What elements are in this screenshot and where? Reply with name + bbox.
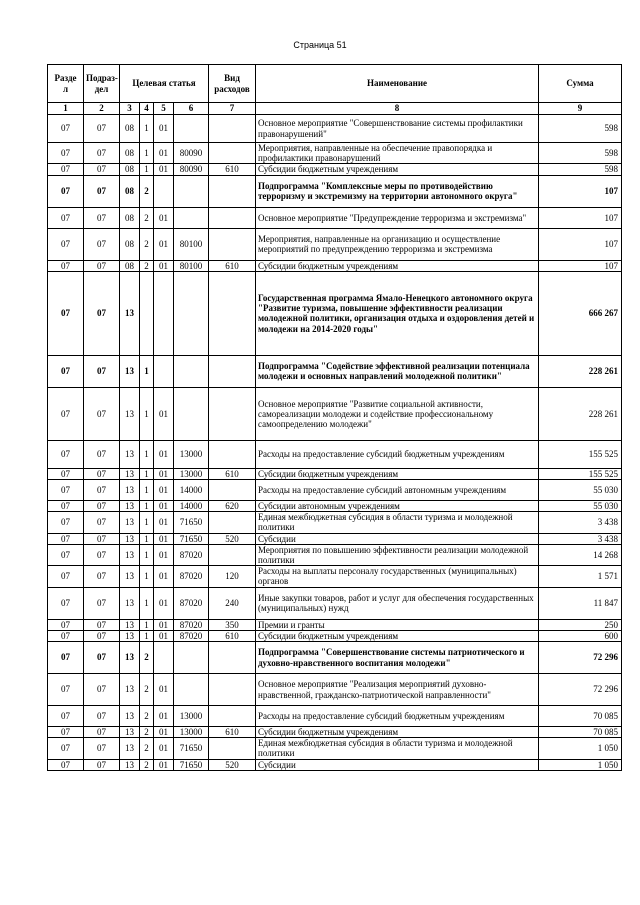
- target-subprogram-cell: 2: [140, 207, 154, 228]
- expense-type-cell: [209, 738, 256, 759]
- subsection-cell: 07: [84, 387, 120, 440]
- table-row: [48, 706, 622, 727]
- target-direction-cell: 14000: [174, 480, 209, 501]
- sum-cell: 228 261: [539, 387, 622, 440]
- target-event-cell: 01: [154, 512, 174, 533]
- name-cell: Субсидии бюджетным учреждениям: [256, 164, 539, 175]
- expense-type-cell: [209, 207, 256, 228]
- expense-type-cell: 610: [209, 630, 256, 641]
- sum-cell: 155 525: [539, 468, 622, 479]
- table-row: [48, 619, 622, 630]
- target-program-cell: 13: [120, 587, 140, 619]
- target-event-cell: 01: [154, 566, 174, 587]
- name-cell: Субсидии: [256, 533, 539, 544]
- name-cell: Единая межбюджетная субсидия в области туризма и молодежной политики: [256, 512, 539, 533]
- subsection-cell: 07: [84, 738, 120, 759]
- subsection-cell: 07: [84, 642, 120, 674]
- subsection-cell: 07: [84, 480, 120, 501]
- target-direction-cell: [174, 207, 209, 228]
- target-direction-cell: 87020: [174, 587, 209, 619]
- table-row: [48, 566, 622, 587]
- sum-cell: 107: [539, 260, 622, 271]
- column-number: 8: [256, 103, 539, 115]
- sum-cell: 598: [539, 115, 622, 143]
- target-event-cell: [154, 642, 174, 674]
- sum-cell: 250: [539, 619, 622, 630]
- name-cell: Мероприятия, направленные на организацию и осуществление мероприятий по предупреждению терроризма и экстремизма: [256, 228, 539, 260]
- subsection-cell: 07: [84, 115, 120, 143]
- target-event-cell: 01: [154, 619, 174, 630]
- target-direction-cell: 71650: [174, 759, 209, 770]
- target-event-cell: 01: [154, 630, 174, 641]
- name-cell: Расходы на выплаты персоналу государственных (муниципальных) органов: [256, 566, 539, 587]
- subsection-cell: 07: [84, 440, 120, 468]
- name-cell: Субсидии: [256, 759, 539, 770]
- expense-type-cell: [209, 642, 256, 674]
- column-number: 7: [209, 103, 256, 115]
- section-cell: 07: [48, 164, 84, 175]
- table-row: [48, 544, 622, 565]
- expense-type-cell: 350: [209, 619, 256, 630]
- subsection-cell: 07: [84, 228, 120, 260]
- subsection-cell: 07: [84, 207, 120, 228]
- table-row: [48, 143, 622, 164]
- target-subprogram-cell: 2: [140, 727, 154, 738]
- table-row: [48, 440, 622, 468]
- expense-type-cell: [209, 544, 256, 565]
- sum-cell: 598: [539, 143, 622, 164]
- target-subprogram-cell: 1: [140, 355, 154, 387]
- section-cell: 07: [48, 440, 84, 468]
- target-direction-cell: 87020: [174, 630, 209, 641]
- target-direction-cell: [174, 271, 209, 355]
- sum-cell: 666 267: [539, 271, 622, 355]
- target-subprogram-cell: 1: [140, 587, 154, 619]
- target-direction-cell: [174, 115, 209, 143]
- table-row: [48, 642, 622, 674]
- page-number-label: Страница 51: [293, 40, 347, 50]
- column-number: 3: [120, 103, 140, 115]
- target-event-cell: 01: [154, 759, 174, 770]
- subsection-cell: 07: [84, 355, 120, 387]
- target-event-cell: [154, 175, 174, 207]
- subsection-cell: 07: [84, 619, 120, 630]
- expense-type-cell: [209, 674, 256, 706]
- expense-type-cell: 520: [209, 533, 256, 544]
- section-cell: 07: [48, 175, 84, 207]
- subsection-cell: 07: [84, 260, 120, 271]
- target-event-cell: 01: [154, 468, 174, 479]
- sum-cell: 55 030: [539, 480, 622, 501]
- expense-type-cell: [209, 228, 256, 260]
- header-name: Наименование: [256, 65, 539, 103]
- expense-type-cell: [209, 440, 256, 468]
- table-row: [48, 228, 622, 260]
- subsection-cell: 07: [84, 175, 120, 207]
- subsection-cell: 07: [84, 512, 120, 533]
- header-target-article: Целевая статья: [120, 65, 209, 103]
- expense-type-cell: 610: [209, 260, 256, 271]
- sum-cell: 228 261: [539, 355, 622, 387]
- section-cell: 07: [48, 674, 84, 706]
- target-event-cell: 01: [154, 387, 174, 440]
- column-number: 4: [140, 103, 154, 115]
- expense-type-cell: 610: [209, 164, 256, 175]
- expense-type-cell: [209, 355, 256, 387]
- expense-type-cell: [209, 480, 256, 501]
- target-direction-cell: [174, 674, 209, 706]
- section-cell: 07: [48, 468, 84, 479]
- section-cell: 07: [48, 544, 84, 565]
- target-subprogram-cell: 1: [140, 143, 154, 164]
- name-cell: Подпрограмма "Совершенствование системы патриотического и духовно-нравственного воспитания молодежи": [256, 642, 539, 674]
- subsection-cell: 07: [84, 143, 120, 164]
- target-program-cell: 13: [120, 440, 140, 468]
- target-event-cell: 01: [154, 727, 174, 738]
- target-direction-cell: 13000: [174, 727, 209, 738]
- table-row: [48, 533, 622, 544]
- sum-cell: 11 847: [539, 587, 622, 619]
- header-expense-type: Вид расходов: [209, 65, 256, 103]
- target-direction-cell: 13000: [174, 440, 209, 468]
- target-direction-cell: 87020: [174, 619, 209, 630]
- name-cell: Основное мероприятие "Развитие социальной активности, самореализации молодежи и содействие профессиональному самоопределению молодежи": [256, 387, 539, 440]
- target-subprogram-cell: 1: [140, 115, 154, 143]
- target-subprogram-cell: 2: [140, 706, 154, 727]
- expense-type-cell: [209, 706, 256, 727]
- target-event-cell: 01: [154, 544, 174, 565]
- target-program-cell: 08: [120, 115, 140, 143]
- table-row: [48, 387, 622, 440]
- target-subprogram-cell: 2: [140, 674, 154, 706]
- target-event-cell: 01: [154, 143, 174, 164]
- name-cell: Субсидии автономным учреждениям: [256, 501, 539, 512]
- target-program-cell: 08: [120, 260, 140, 271]
- sum-cell: 107: [539, 175, 622, 207]
- sum-cell: 600: [539, 630, 622, 641]
- name-cell: Субсидии бюджетным учреждениям: [256, 468, 539, 479]
- subsection-cell: 07: [84, 271, 120, 355]
- target-direction-cell: [174, 175, 209, 207]
- header-section: Разде л: [48, 65, 84, 103]
- column-number: 1: [48, 103, 84, 115]
- target-program-cell: 13: [120, 642, 140, 674]
- target-program-cell: 13: [120, 355, 140, 387]
- target-direction-cell: 71650: [174, 533, 209, 544]
- target-program-cell: 08: [120, 207, 140, 228]
- target-subprogram-cell: 1: [140, 533, 154, 544]
- target-event-cell: 01: [154, 738, 174, 759]
- name-cell: Единая межбюджетная субсидия в области туризма и молодежной политики: [256, 738, 539, 759]
- name-cell: Расходы на предоставление субсидий автономным учреждениям: [256, 480, 539, 501]
- section-cell: 07: [48, 355, 84, 387]
- target-subprogram-cell: 1: [140, 619, 154, 630]
- target-subprogram-cell: 1: [140, 164, 154, 175]
- expense-type-cell: [209, 143, 256, 164]
- subsection-cell: 07: [84, 587, 120, 619]
- target-direction-cell: 80100: [174, 228, 209, 260]
- target-subprogram-cell: 1: [140, 440, 154, 468]
- target-program-cell: 13: [120, 759, 140, 770]
- name-cell: Мероприятия, направленные на обеспечение правопорядка и профилактики правонарушений: [256, 143, 539, 164]
- target-direction-cell: 13000: [174, 468, 209, 479]
- expense-type-cell: 610: [209, 468, 256, 479]
- target-event-cell: 01: [154, 533, 174, 544]
- section-cell: 07: [48, 642, 84, 674]
- target-event-cell: 01: [154, 501, 174, 512]
- target-subprogram-cell: 1: [140, 566, 154, 587]
- header-row: [48, 65, 622, 103]
- expense-type-cell: [209, 271, 256, 355]
- target-direction-cell: 71650: [174, 512, 209, 533]
- target-event-cell: 01: [154, 164, 174, 175]
- section-cell: 07: [48, 727, 84, 738]
- target-event-cell: [154, 271, 174, 355]
- subsection-cell: 07: [84, 468, 120, 479]
- sum-cell: 107: [539, 228, 622, 260]
- section-cell: 07: [48, 501, 84, 512]
- subsection-cell: 07: [84, 759, 120, 770]
- table-row: [48, 271, 622, 355]
- section-cell: 07: [48, 207, 84, 228]
- target-event-cell: 01: [154, 587, 174, 619]
- target-event-cell: 01: [154, 260, 174, 271]
- sum-cell: 1 050: [539, 759, 622, 770]
- target-direction-cell: 80090: [174, 143, 209, 164]
- expense-type-cell: [209, 175, 256, 207]
- section-cell: 07: [48, 143, 84, 164]
- subsection-cell: 07: [84, 630, 120, 641]
- expense-type-cell: [209, 512, 256, 533]
- target-subprogram-cell: [140, 271, 154, 355]
- subsection-cell: 07: [84, 566, 120, 587]
- target-direction-cell: 14000: [174, 501, 209, 512]
- expense-type-cell: 610: [209, 727, 256, 738]
- target-subprogram-cell: 2: [140, 260, 154, 271]
- section-cell: 07: [48, 228, 84, 260]
- target-subprogram-cell: 2: [140, 228, 154, 260]
- target-direction-cell: 80100: [174, 260, 209, 271]
- target-event-cell: 01: [154, 674, 174, 706]
- target-program-cell: 13: [120, 271, 140, 355]
- target-program-cell: 13: [120, 387, 140, 440]
- name-cell: Основное мероприятие "Совершенствование системы профилактики правонарушений": [256, 115, 539, 143]
- table-row: [48, 512, 622, 533]
- column-number: 2: [84, 103, 120, 115]
- table-row: [48, 727, 622, 738]
- table-row: [48, 207, 622, 228]
- expense-type-cell: [209, 115, 256, 143]
- table-row: [48, 587, 622, 619]
- table-row: [48, 674, 622, 706]
- target-direction-cell: 87020: [174, 544, 209, 565]
- name-cell: Основное мероприятие "Реализация мероприятий духовно-нравственной, гражданско-патриотической направленности": [256, 674, 539, 706]
- target-event-cell: 01: [154, 706, 174, 727]
- header-sum: Сумма: [539, 65, 622, 103]
- target-program-cell: 08: [120, 164, 140, 175]
- table-row: [48, 164, 622, 175]
- sum-cell: 55 030: [539, 501, 622, 512]
- target-direction-cell: [174, 355, 209, 387]
- section-cell: 07: [48, 706, 84, 727]
- target-subprogram-cell: 1: [140, 387, 154, 440]
- table-row: [48, 175, 622, 207]
- section-cell: 07: [48, 115, 84, 143]
- target-direction-cell: 87020: [174, 566, 209, 587]
- target-event-cell: [154, 355, 174, 387]
- target-program-cell: 08: [120, 175, 140, 207]
- subsection-cell: 07: [84, 164, 120, 175]
- section-cell: 07: [48, 566, 84, 587]
- column-number-row: [48, 103, 622, 115]
- subsection-cell: 07: [84, 501, 120, 512]
- name-cell: Расходы на предоставление субсидий бюджетным учреждениям: [256, 440, 539, 468]
- target-program-cell: 08: [120, 228, 140, 260]
- sum-cell: 1 571: [539, 566, 622, 587]
- name-cell: Основное мероприятие "Предупреждение терроризма и экстремизма": [256, 207, 539, 228]
- expense-type-cell: 240: [209, 587, 256, 619]
- sum-cell: 1 050: [539, 738, 622, 759]
- target-subprogram-cell: 1: [140, 512, 154, 533]
- target-direction-cell: 13000: [174, 706, 209, 727]
- name-cell: Подпрограмма "Комплексные меры по противодействию терроризму и экстремизму на территории автономного округа": [256, 175, 539, 207]
- name-cell: Субсидии бюджетным учреждениям: [256, 727, 539, 738]
- table-row: [48, 260, 622, 271]
- expense-type-cell: 620: [209, 501, 256, 512]
- table-row: [48, 115, 622, 143]
- section-cell: 07: [48, 533, 84, 544]
- section-cell: 07: [48, 619, 84, 630]
- target-subprogram-cell: 1: [140, 480, 154, 501]
- section-cell: 07: [48, 738, 84, 759]
- sum-cell: 72 296: [539, 642, 622, 674]
- target-program-cell: 13: [120, 544, 140, 565]
- table-row: [48, 759, 622, 770]
- header-subsection: Подраз- дел: [84, 65, 120, 103]
- target-subprogram-cell: 2: [140, 175, 154, 207]
- target-direction-cell: [174, 642, 209, 674]
- target-subprogram-cell: 1: [140, 468, 154, 479]
- sum-cell: 107: [539, 207, 622, 228]
- target-event-cell: 01: [154, 207, 174, 228]
- sum-cell: 70 085: [539, 727, 622, 738]
- table-row: [48, 480, 622, 501]
- subsection-cell: 07: [84, 706, 120, 727]
- table-row: [48, 630, 622, 641]
- target-direction-cell: 80090: [174, 164, 209, 175]
- subsection-cell: 07: [84, 533, 120, 544]
- sum-cell: 3 438: [539, 512, 622, 533]
- section-cell: 07: [48, 271, 84, 355]
- section-cell: 07: [48, 387, 84, 440]
- name-cell: Иные закупки товаров, работ и услуг для обеспечения государственных (муниципальных) нужд: [256, 587, 539, 619]
- target-program-cell: 13: [120, 480, 140, 501]
- target-event-cell: 01: [154, 480, 174, 501]
- expense-type-cell: [209, 387, 256, 440]
- target-program-cell: 13: [120, 619, 140, 630]
- expense-type-cell: 120: [209, 566, 256, 587]
- target-program-cell: 13: [120, 501, 140, 512]
- name-cell: Премии и гранты: [256, 619, 539, 630]
- target-event-cell: 01: [154, 228, 174, 260]
- sum-cell: 3 438: [539, 533, 622, 544]
- expense-type-cell: 520: [209, 759, 256, 770]
- name-cell: Подпрограмма "Содействие эффективной реализации потенциала молодежи и основных направлений молодежной политики": [256, 355, 539, 387]
- name-cell: Государственная программа Ямало-Ненецкого автономного округа "Развитие туризма, повышение эффективности реализации молодежной политики, организация отдыха и оздоровления детей и молодежи на 2014-2020 годы": [256, 271, 539, 355]
- target-event-cell: 01: [154, 440, 174, 468]
- target-program-cell: 13: [120, 674, 140, 706]
- budget-table: [47, 64, 622, 771]
- sum-cell: 14 268: [539, 544, 622, 565]
- target-subprogram-cell: 2: [140, 759, 154, 770]
- table-row: [48, 355, 622, 387]
- target-direction-cell: [174, 387, 209, 440]
- column-number: 9: [539, 103, 622, 115]
- column-number: 6: [174, 103, 209, 115]
- table-row: [48, 468, 622, 479]
- target-program-cell: 13: [120, 727, 140, 738]
- sum-cell: 155 525: [539, 440, 622, 468]
- target-subprogram-cell: 1: [140, 501, 154, 512]
- section-cell: 07: [48, 480, 84, 501]
- subsection-cell: 07: [84, 674, 120, 706]
- target-subprogram-cell: 2: [140, 642, 154, 674]
- sum-cell: 598: [539, 164, 622, 175]
- section-cell: 07: [48, 759, 84, 770]
- subsection-cell: 07: [84, 727, 120, 738]
- sum-cell: 72 296: [539, 674, 622, 706]
- section-cell: 07: [48, 260, 84, 271]
- target-program-cell: 13: [120, 738, 140, 759]
- section-cell: 07: [48, 512, 84, 533]
- sum-cell: 70 085: [539, 706, 622, 727]
- target-subprogram-cell: 1: [140, 630, 154, 641]
- target-event-cell: 01: [154, 115, 174, 143]
- target-program-cell: 13: [120, 512, 140, 533]
- name-cell: Мероприятия по повышению эффективности реализации молодежной политики: [256, 544, 539, 565]
- target-direction-cell: 71650: [174, 738, 209, 759]
- name-cell: Субсидии бюджетным учреждениям: [256, 260, 539, 271]
- name-cell: Субсидии бюджетным учреждениям: [256, 630, 539, 641]
- table-row: [48, 738, 622, 759]
- target-program-cell: 13: [120, 468, 140, 479]
- section-cell: 07: [48, 630, 84, 641]
- target-program-cell: 13: [120, 566, 140, 587]
- section-cell: 07: [48, 587, 84, 619]
- column-number: 5: [154, 103, 174, 115]
- name-cell: Расходы на предоставление субсидий бюджетным учреждениям: [256, 706, 539, 727]
- target-program-cell: 13: [120, 630, 140, 641]
- subsection-cell: 07: [84, 544, 120, 565]
- table-row: [48, 501, 622, 512]
- target-program-cell: 13: [120, 533, 140, 544]
- target-program-cell: 08: [120, 143, 140, 164]
- target-subprogram-cell: 2: [140, 738, 154, 759]
- target-subprogram-cell: 1: [140, 544, 154, 565]
- target-program-cell: 13: [120, 706, 140, 727]
